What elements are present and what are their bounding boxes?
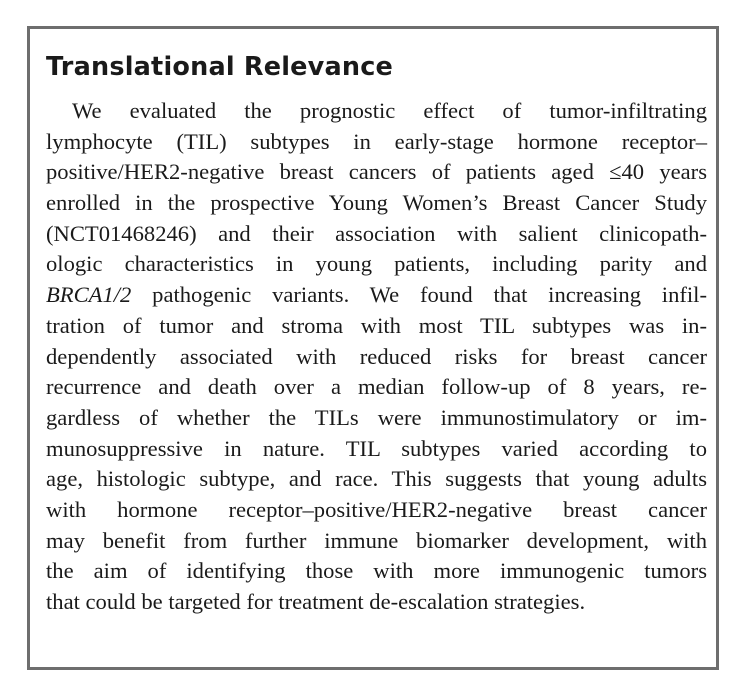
translational-relevance-box <box>27 26 719 670</box>
paragraph-line: enrolled in the prospective Young Women’s Breast Cancer Study <box>46 190 707 216</box>
paragraph-line: recurrence and death over a median follow-up of 8 years, re- <box>46 374 707 400</box>
gene-name: BRCA1/2 <box>46 282 132 308</box>
paragraph-line: tration of tumor and stroma with most TIL subtypes was in- <box>46 312 707 338</box>
paragraph-line: We evaluated the prognostic effect of tumor-infiltrating <box>72 98 707 123</box>
paragraph-line-rest: pathogenic variants. We found that increasing infil- <box>131 282 707 308</box>
paragraph-line: munosuppressive in nature. TIL subtypes varied according to <box>46 435 707 461</box>
paragraph-line <box>46 280 707 311</box>
paragraph-line: lymphocyte (TIL) subtypes in early-stage hormone receptor– <box>46 128 707 154</box>
relevance-paragraph <box>46 96 707 618</box>
paragraph-line: positive/HER2-negative breast cancers of patients aged ≤40 years <box>46 159 707 185</box>
paragraph-line: age, histologic subtype, and race. This suggests that young adults <box>46 466 707 492</box>
paragraph-line: may benefit from further immune biomarker development, with <box>46 527 707 553</box>
paragraph-line: the aim of identifying those with more immunogenic tumors <box>46 558 707 584</box>
paragraph-line: with hormone receptor–positive/HER2-negative breast cancer <box>46 496 707 522</box>
paragraph-line: ologic characteristics in young patients, including parity and <box>46 251 707 277</box>
paragraph-line: (NCT01468246) and their association with salient clinicopath- <box>46 220 707 246</box>
section-heading: Translational Relevance <box>46 52 394 82</box>
paragraph-line: that could be targeted for treatment de-escalation strategies. <box>46 589 586 614</box>
paragraph-line: dependently associated with reduced risks for breast cancer <box>46 343 707 369</box>
paragraph-line: gardless of whether the TILs were immunostimulatory or im- <box>46 404 707 430</box>
